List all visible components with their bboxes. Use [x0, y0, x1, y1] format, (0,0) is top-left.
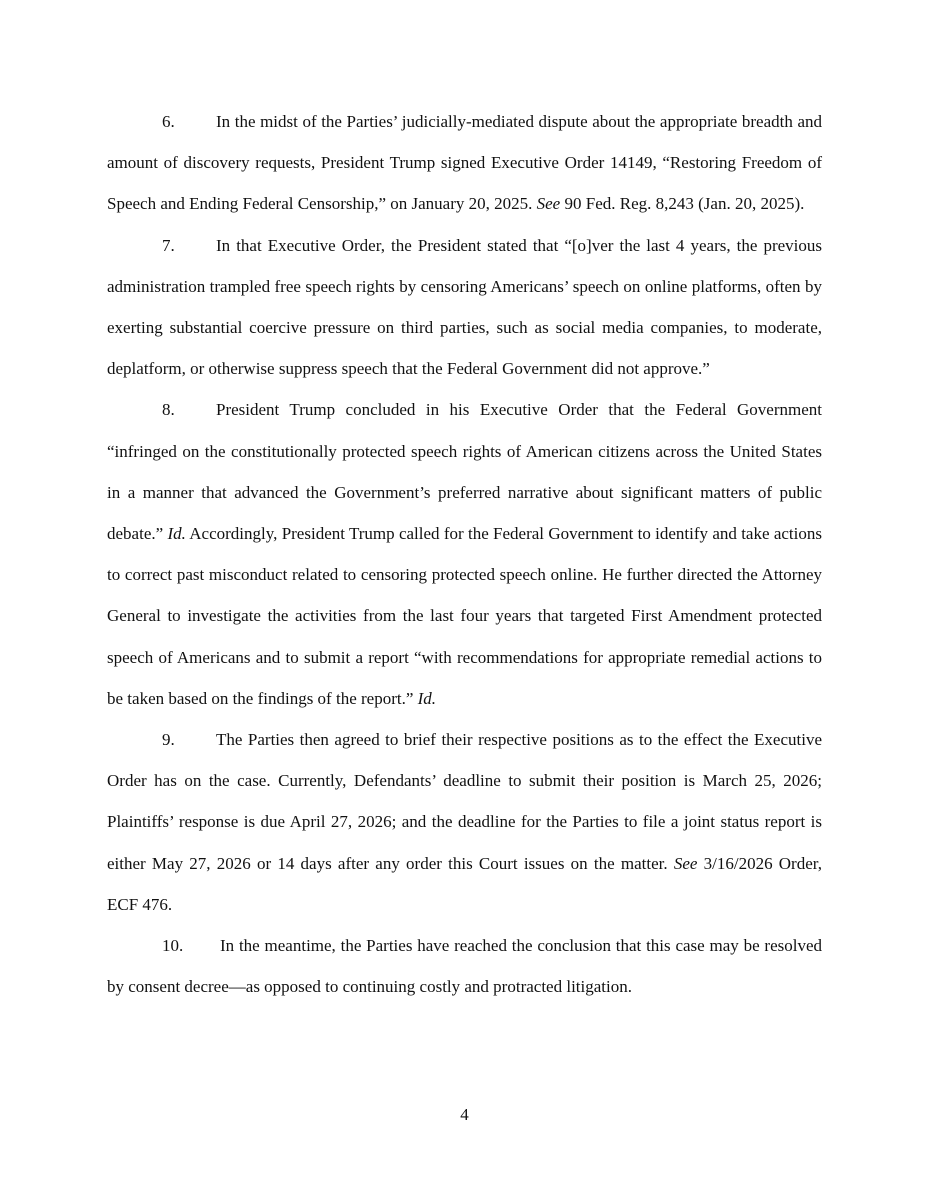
- citation-signal: See: [536, 194, 561, 214]
- paragraph-10: [107, 925, 822, 1007]
- paragraph-text: In that Executive Order, the President stated that “[o]ver the last 4 years, the previous administration trampled free speech rights by censoring Americans’ speech on online platforms, often by exerting substantial coercive pressure on third parties, such as social media companies, to moderate, deplatform, or otherwise suppress speech that the Federal Government did not approve.”: [107, 235, 822, 379]
- document-body: [107, 101, 822, 1007]
- citation-signal: See: [673, 853, 698, 873]
- paragraph-6: [107, 101, 822, 225]
- paragraph-text: 3/16/2026 Order, ECF 476.: [107, 853, 822, 914]
- paragraph-number: 7.: [162, 235, 175, 255]
- paragraph-text: In the meantime, the Parties have reached the conclusion that this case may be resolved by consent decree—as opposed to continuing costly and protracted litigation.: [107, 936, 822, 997]
- paragraph-8: [107, 389, 822, 719]
- paragraph-text: In the midst of the Parties’ judicially-mediated dispute about the appropriate breadth and amount of discovery requests, President Trump signed Executive Order 14149, “Restoring Freedom of Speech and Ending Federal Censorship,” on January 20, 2025.: [107, 112, 822, 214]
- paragraph-text: 90 Fed. Reg. 8,243 (Jan. 20, 2025).: [560, 194, 805, 214]
- paragraph-text: Accordingly, President Trump called for the Federal Government to identify and take actions to correct past misconduct related to censoring protected speech online. He further directed the Attorney General to investigate the activities from the last four years that targeted First Amendment protected speech of Americans and to submit a report “with recommendations for appropriate remedial actions to be taken based on the findings of the report.”: [107, 524, 822, 708]
- paragraph-number: 8.: [162, 400, 175, 420]
- paragraph-text: The Parties then agreed to brief their respective positions as to the effect the Executive Order has on the case. Currently, Defendants’ deadline to submit their position is March 25, 2026; Plaintiffs’ response is due April 27, 2026; and the deadline for the Parties to file a joint status report is either May 27, 2026 or 14 days after any order this Court issues on the matter.: [107, 730, 822, 873]
- page-number: 4: [460, 1105, 469, 1124]
- paragraph-9: [107, 719, 822, 925]
- paragraph-number: 10.: [162, 936, 184, 956]
- paragraph-number: 9.: [162, 730, 175, 750]
- citation-signal: Id.: [417, 688, 437, 708]
- citation-signal: Id.: [167, 524, 186, 544]
- paragraph-number: 6.: [162, 112, 175, 131]
- paragraph-text: President Trump concluded in his Executive Order that the Federal Government “infringed on the constitutionally protected speech rights of American citizens across the United States in a manner that advanced the Government’s preferred narrative about significant matters of public debate.”: [107, 400, 822, 544]
- paragraph-7: [107, 225, 822, 390]
